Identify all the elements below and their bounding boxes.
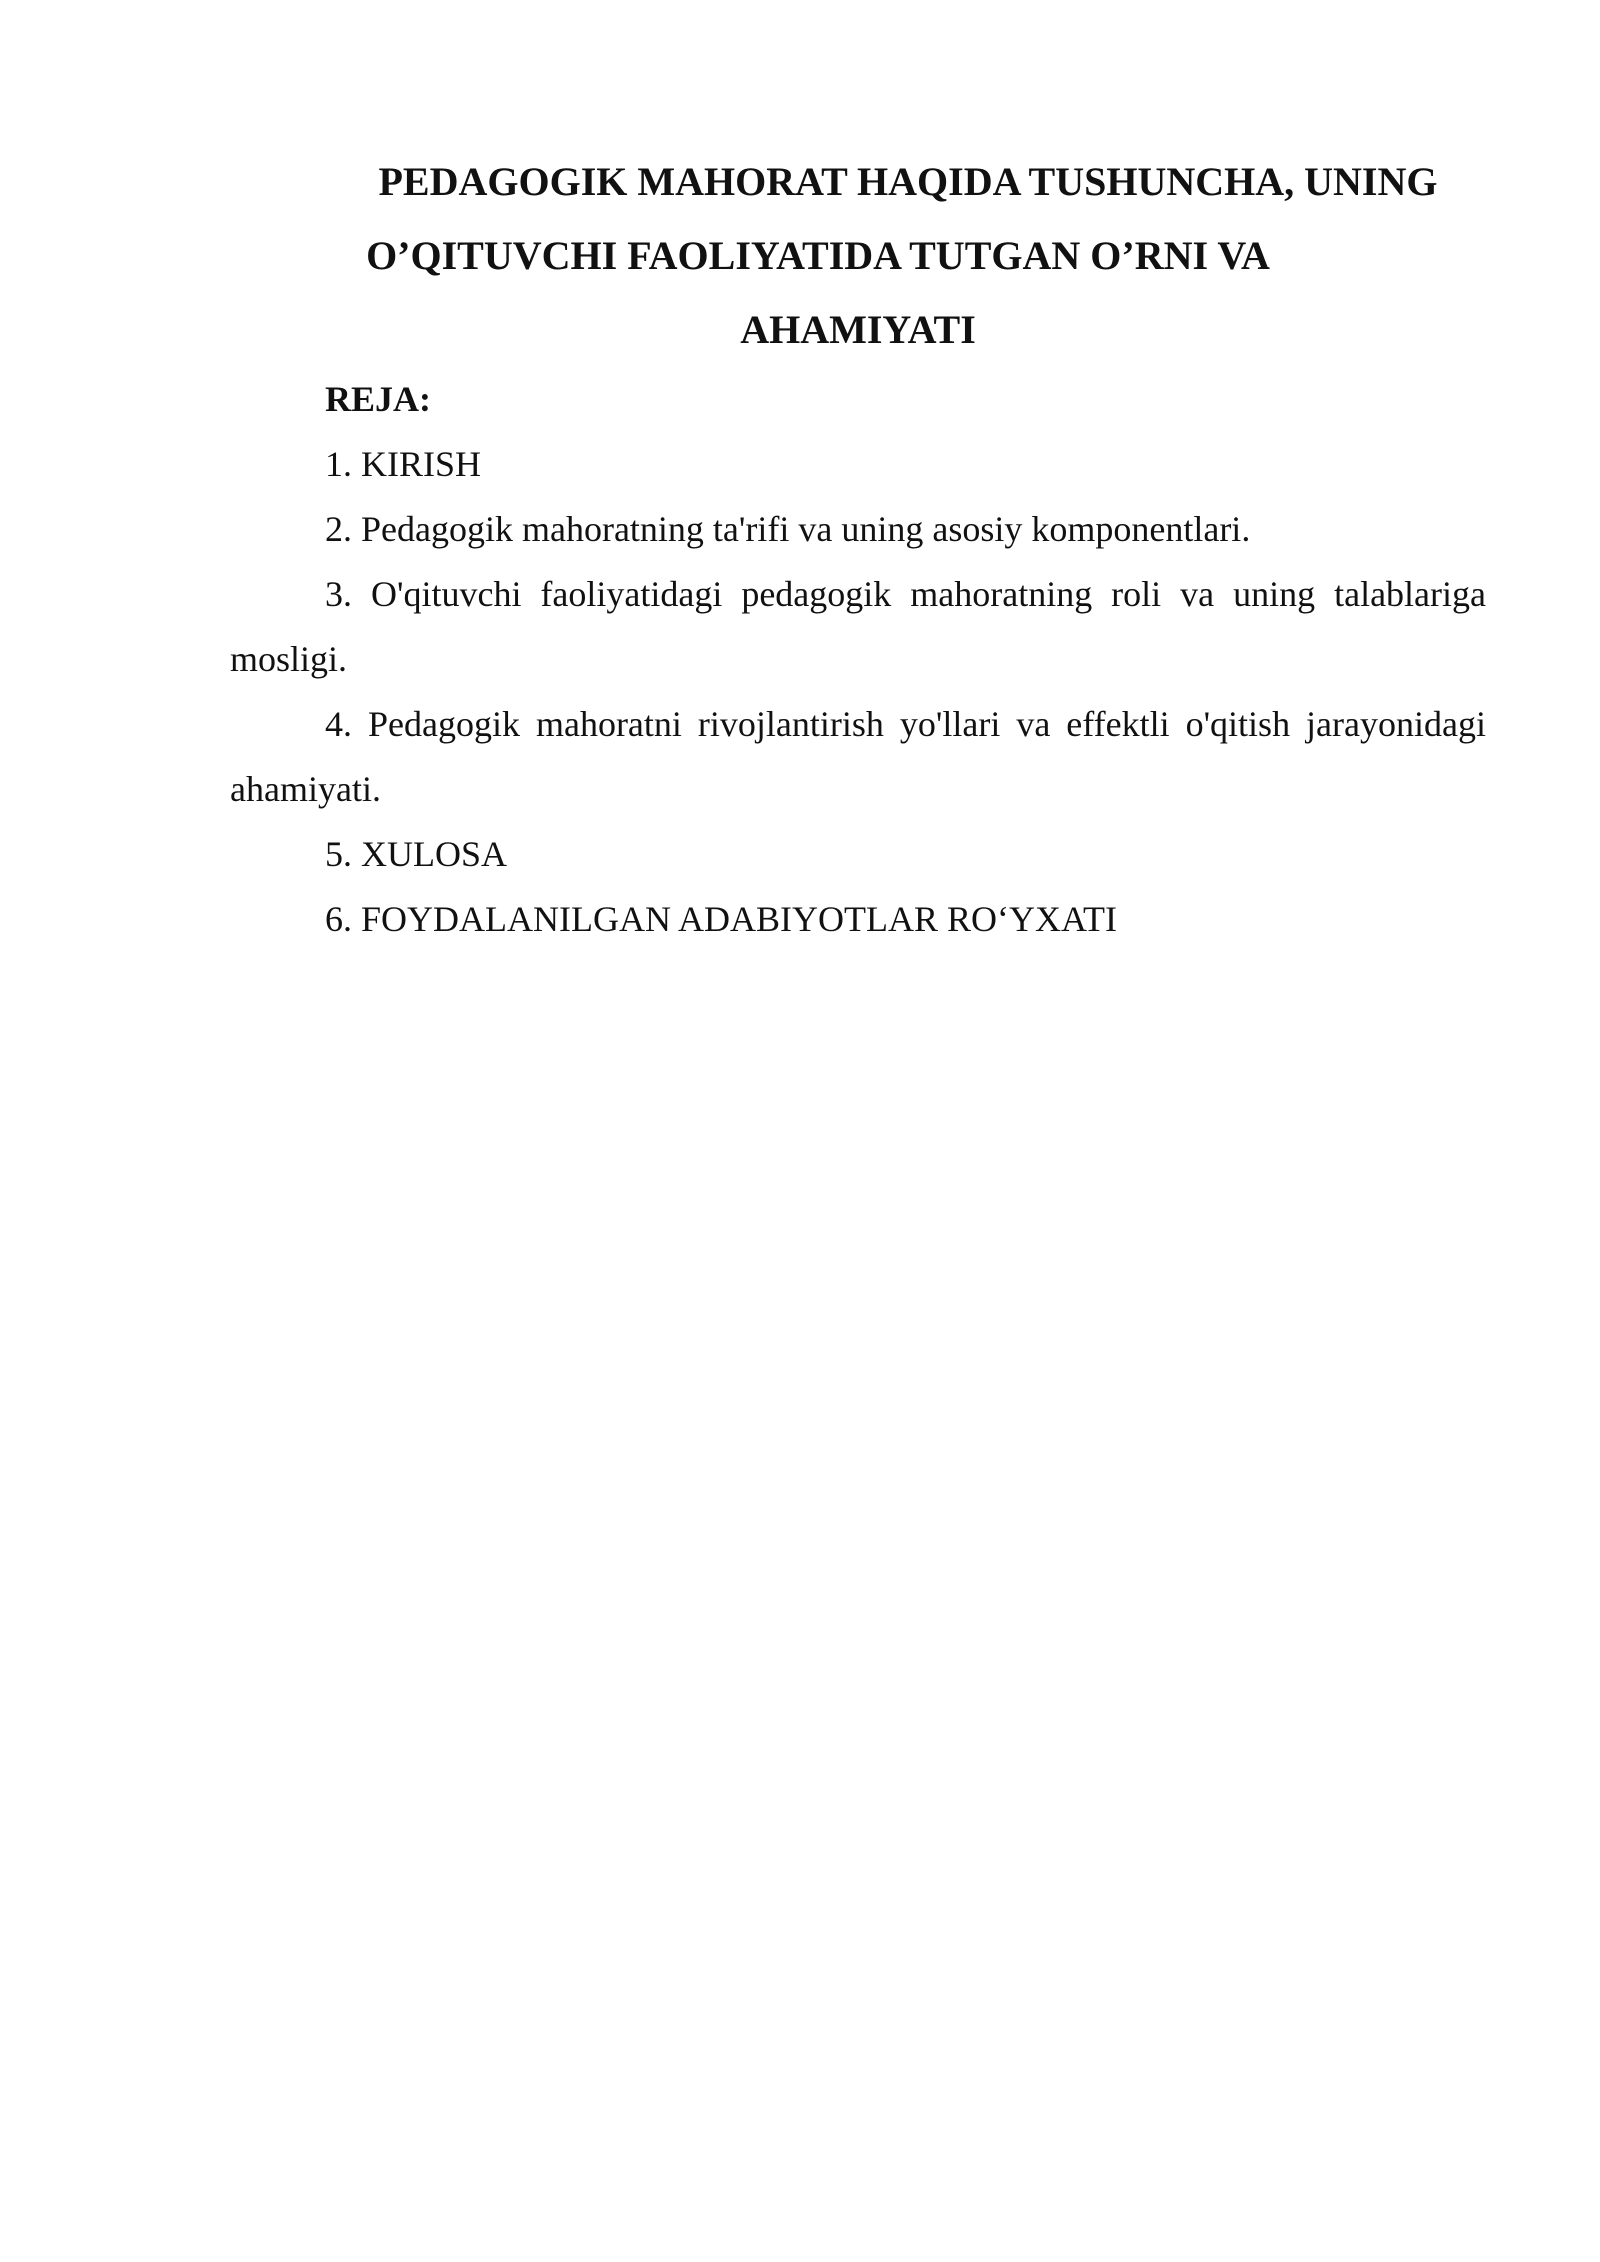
plan-item-references: 6. FOYDALANILGAN ADABIYOTLAR RO‘YXATI bbox=[325, 899, 1117, 939]
plan-item-conclusion: 5. XULOSA bbox=[325, 834, 508, 874]
title-line-3: AHAMIYATI bbox=[740, 307, 976, 352]
title-line-2: O’QITUVCHI FAOLIYATIDA TUTGAN O’RNI VA bbox=[366, 233, 1270, 278]
document-title bbox=[230, 145, 1486, 367]
page-content bbox=[230, 145, 1486, 952]
title-line-1: PEDAGOGIK MAHORAT HAQIDA TUSHUNCHA, UNING bbox=[378, 159, 1438, 204]
plan-item-development: 4. Pedagogik mahoratni rivojlantirish yo'llari va effektli o'qitish jarayonidagi ahamiyati. bbox=[230, 704, 1486, 809]
plan-item-definition: 2. Pedagogik mahoratning ta'rifi va uning asosiy komponentlari. bbox=[325, 509, 1251, 549]
plan-item-introduction: 1. KIRISH bbox=[325, 444, 482, 484]
plan-heading: REJA: bbox=[325, 379, 431, 419]
plan-item-teacher-role: 3. O'qituvchi faoliyatidagi pedagogik mahoratning roli va uning talablariga mosligi. bbox=[230, 574, 1486, 679]
